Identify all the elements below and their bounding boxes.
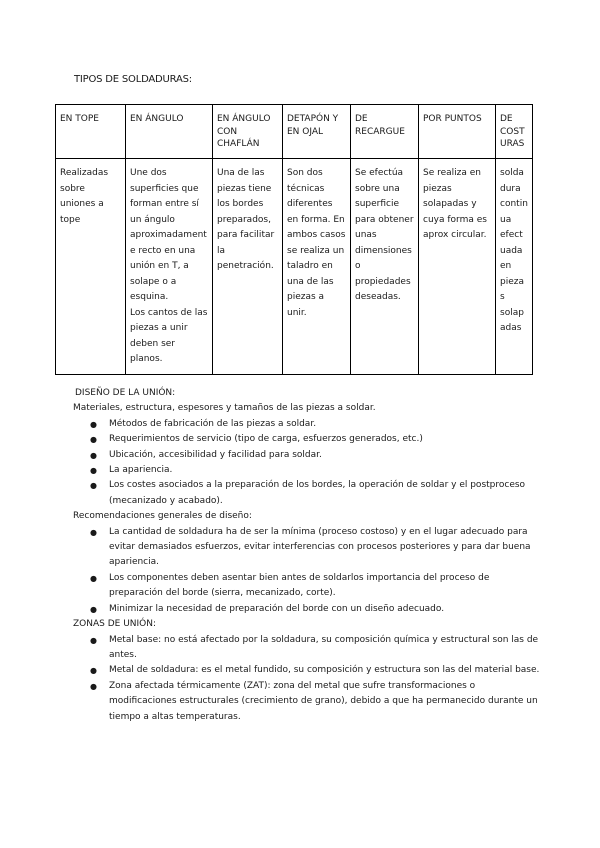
bullet-icon: ●: [90, 481, 97, 491]
list-item: [73, 633, 543, 664]
list-item-text: Requerimientos de servicio (tipo de carga, esfuerzos generados, etc.): [109, 434, 423, 445]
list-item: [73, 478, 543, 509]
bullet-icon: ●: [90, 635, 97, 645]
list-item: [73, 602, 543, 617]
section-heading: Recomendaciones generales de diseño:: [73, 511, 252, 522]
table-cell: Una de las piezas tiene los bordes preparados, para facilitar la penetración.: [213, 159, 283, 375]
list-item-text: Zona afectada térmicamente (ZAT): zona del metal que sufre transformaciones o modificaciones estructurales (crecimiento de grano), debido a que ha permanecido durante un tiempo a altas temperaturas.: [109, 680, 538, 722]
list-item-text: Minimizar la necesidad de preparación del borde con un diseño adecuado.: [109, 603, 445, 614]
bullet-icon: ●: [90, 527, 97, 537]
list-item: [73, 525, 543, 571]
list-item-text: Métodos de fabricación de las piezas a soldar.: [109, 418, 317, 429]
bullet-icon: ●: [90, 666, 97, 676]
page-title: TIPOS DE SOLDADURAS:: [74, 74, 192, 85]
table-header-row: [56, 105, 533, 159]
list-item: [73, 432, 543, 447]
list-item-text: La cantidad de soldadura ha de ser la mínima (proceso costoso) y en el lugar adecuado para evitar demasiados esfuerzos, evitar interferencias con procesos posteriores y para dar buena apariencia.: [109, 526, 531, 568]
list-item: [73, 679, 543, 725]
bullet-icon: ●: [90, 450, 97, 460]
header-cell: DE RECARGUE: [351, 105, 419, 159]
table-row: [56, 159, 533, 375]
bullet-icon: ●: [90, 466, 97, 476]
bullet-icon: ●: [90, 419, 97, 429]
header-cell: DE COSTURAS: [496, 105, 533, 159]
list-item-text: Metal base: no está afectado por la soldadura, su composición química y estructural son las de antes.: [109, 634, 539, 660]
list-item: [73, 417, 543, 432]
list-item-text: La apariencia.: [109, 465, 173, 476]
header-cell: EN TOPE: [56, 105, 126, 159]
bullet-list: [73, 633, 543, 725]
header-cell: DETAPÓN Y EN OJAL: [283, 105, 351, 159]
bullet-icon: ●: [90, 435, 97, 445]
bullet-icon: ●: [90, 681, 97, 691]
section-heading: DISEÑO DE LA UNIÓN:: [75, 388, 176, 398]
bullet-list: [73, 417, 543, 509]
list-item-text: Ubicación, accesibilidad y facilidad para soldar.: [109, 449, 322, 460]
bullet-icon: ●: [90, 573, 97, 583]
table-cell: Se realiza en piezas solapadas y cuya forma es aprox circular.: [419, 159, 496, 375]
document-body: [73, 386, 543, 725]
table-cell: Son dos técnicas diferentes en forma. En ambos casos se realiza un taladro en una de las piezas a unir.: [283, 159, 351, 375]
table-cell: Une dos superficies que forman entre sí un ángulo aproximadamente recto en una unión en T, a solape o a esquina. Los cantos de las piezas a unir deben ser planos.: [126, 159, 213, 375]
list-item-text: Los costes asociados a la preparación de los bordes, la operación de soldar y el postproceso (mecanizado y acabado).: [109, 480, 526, 506]
section-heading: ZONAS DE UNIÓN:: [73, 619, 157, 630]
list-item: [73, 448, 543, 463]
list-item: [73, 463, 543, 478]
list-item: [73, 663, 543, 678]
section-intro: Materiales, estructura, espesores y tamaños de las piezas a soldar.: [73, 403, 376, 414]
list-item-text: Los componentes deben asentar bien antes de soldarlos importancia del proceso de preparación del borde (sierra, mecanizado, corte).: [109, 572, 490, 599]
table-cell: Realizadas sobre uniones a tope: [56, 159, 126, 375]
header-cell: EN ÁNGULO CON CHAFLÁN: [213, 105, 283, 159]
list-item: [73, 571, 543, 602]
table-cell: soldadura continua efectuada en piezas solapadas: [496, 159, 533, 375]
list-item-text: Metal de soldadura: es el metal fundido, su composición y estructura son las del material base.: [109, 665, 540, 676]
header-cell: POR PUNTOS: [419, 105, 496, 159]
bullet-icon: ●: [90, 604, 97, 614]
header-cell: EN ÁNGULO: [126, 105, 213, 159]
welding-types-table: [55, 104, 533, 375]
bullet-list: [73, 525, 543, 617]
table-cell: Se efectúa sobre una superficie para obtener unas dimensiones o propiedades deseadas.: [351, 159, 419, 375]
